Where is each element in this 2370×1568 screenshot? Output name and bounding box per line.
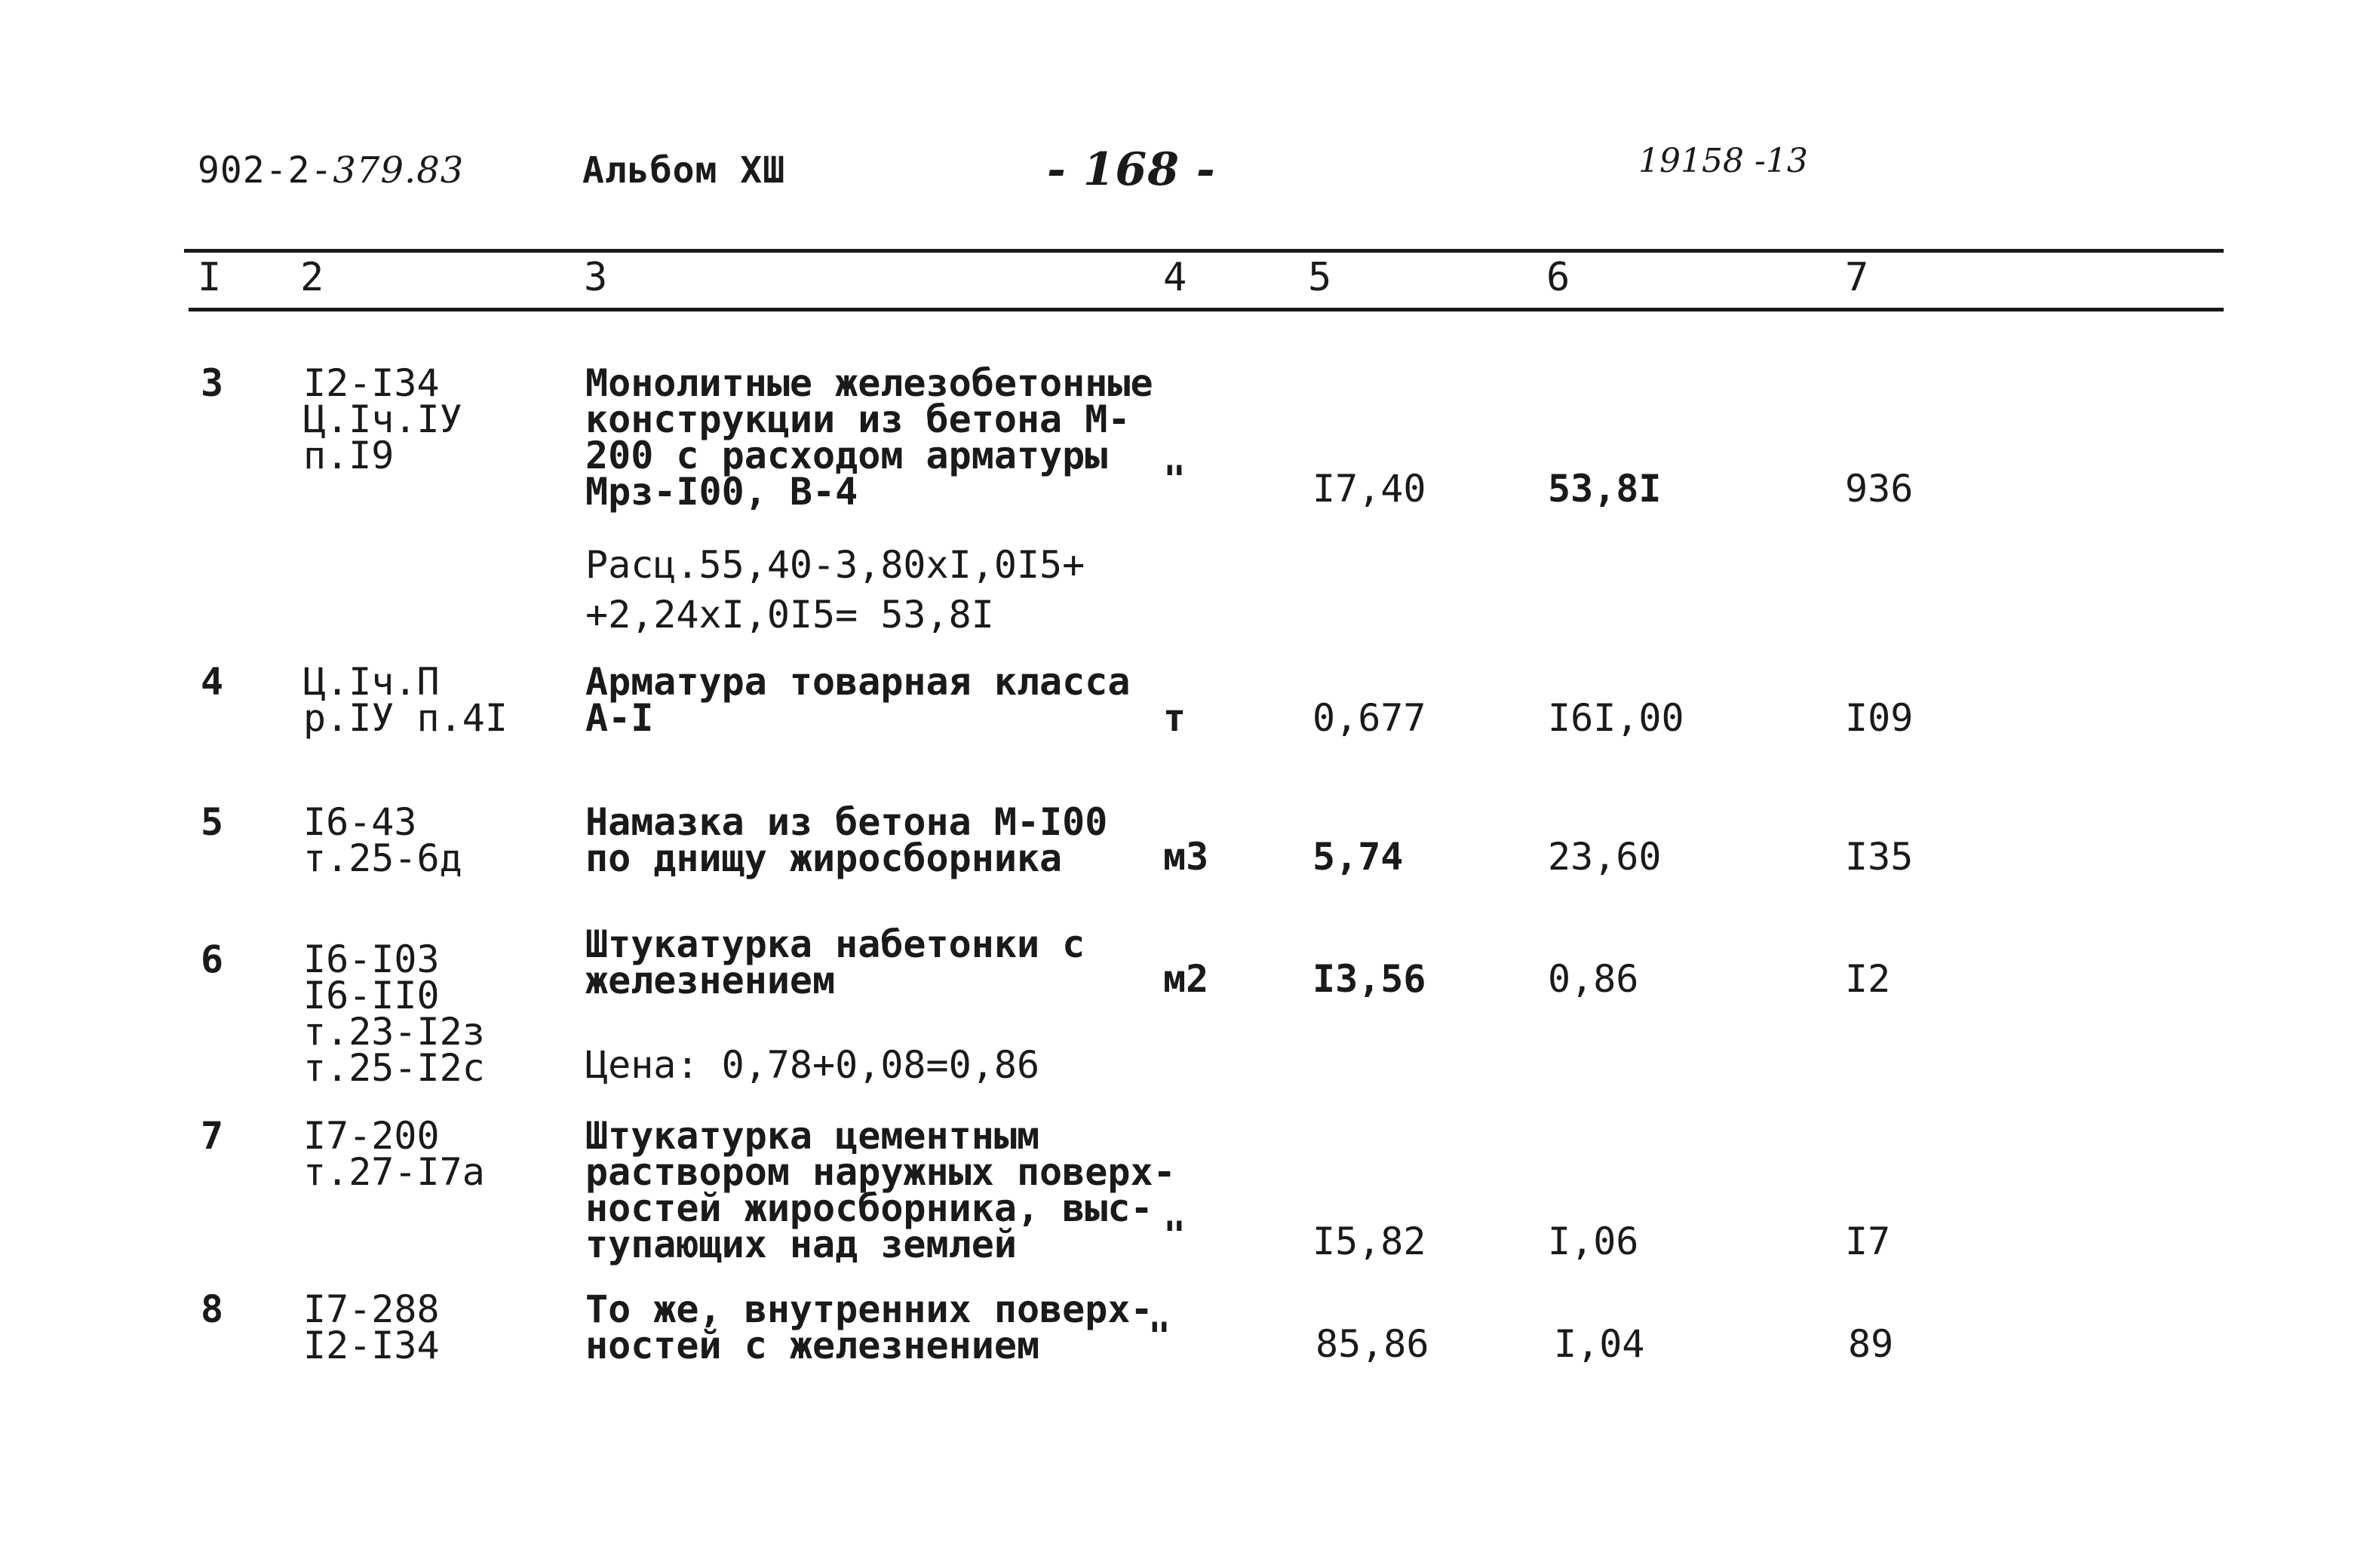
row-price: I,04: [1554, 1322, 1645, 1366]
row-total: I35: [1845, 835, 1914, 879]
row-price: 53,8I: [1548, 467, 1662, 511]
row-number: 4: [201, 660, 224, 704]
row-description: Штукатурка набетонки с железнением: [585, 922, 1085, 1002]
col-header-5: 5: [1308, 255, 1332, 300]
row-number: 6: [201, 937, 224, 981]
col-header-6: 6: [1546, 255, 1570, 300]
doc-code-handwritten: 379.83: [333, 149, 465, 192]
col-header-3: 3: [584, 255, 608, 300]
row-price: 23,60: [1548, 835, 1662, 879]
col-header-1: I: [198, 255, 222, 300]
doc-code: [198, 149, 464, 192]
row-calculation-note: Расц.55,40-3,80хI,0I5+ +2,24хI,0I5= 53,8I: [585, 543, 1085, 637]
row-unit: ": [1148, 1315, 1171, 1358]
row-unit: ": [1163, 1214, 1187, 1257]
row-description: То же, внутренних поверх- ностей с железнением: [585, 1287, 1153, 1367]
row-quantity: I3,56: [1312, 957, 1426, 1001]
row-unit: м2: [1163, 957, 1209, 1001]
row-total: I7: [1845, 1220, 1891, 1263]
row-number: 5: [201, 800, 224, 844]
row-description: Монолитные железобетонные конструкции из бетона М- 200 с расходом арматуры Мрз-I00, В-4: [585, 361, 1153, 514]
row-number: 7: [201, 1114, 224, 1158]
row-code: I7-288 I2-I34: [303, 1287, 440, 1367]
row-number: 8: [201, 1287, 224, 1331]
row-unit: м3: [1163, 835, 1209, 879]
row-total: I09: [1845, 696, 1914, 740]
row-description: Штукатурка цементным раствором наружных поверх- ностей жиросборника, выс- тупающих над землей: [585, 1114, 1176, 1266]
row-code: I6-43 т.25-6д: [303, 800, 462, 880]
row-total: 89: [1848, 1322, 1894, 1366]
row-total: 936: [1845, 467, 1914, 511]
table-header-bottom-rule: [189, 308, 2224, 311]
row-description: Арматура товарная класса А-I: [585, 660, 1131, 740]
row-price: I,06: [1548, 1220, 1639, 1263]
row-calculation-note: Цена: 0,78+0,08=0,86: [585, 1043, 1040, 1087]
row-unit: ": [1163, 458, 1187, 502]
row-code: I7-200 т.27-I7а: [303, 1114, 485, 1194]
row-unit: т: [1163, 696, 1187, 740]
row-code: Ц.Iч.П р.IУ п.4I: [303, 660, 508, 740]
row-number: 3: [201, 361, 224, 405]
row-description: Намазка из бетона М-I00 по днищу жиросборника: [585, 800, 1108, 880]
col-header-4: 4: [1163, 255, 1187, 300]
row-quantity: I7,40: [1312, 467, 1426, 511]
row-total: I2: [1845, 957, 1891, 1001]
row-code: I2-I34 Ц.Iч.IУ п.I9: [303, 361, 462, 477]
row-price: I6I,00: [1548, 696, 1684, 740]
row-quantity: 0,677: [1312, 696, 1426, 740]
doc-code-printed: 902-2-: [198, 149, 333, 192]
album-label: Альбом ХШ: [582, 149, 786, 192]
col-header-2: 2: [300, 255, 324, 300]
row-quantity: I5,82: [1312, 1220, 1426, 1263]
archive-number: 19158 -13: [1638, 142, 1808, 180]
row-quantity: 85,86: [1315, 1322, 1429, 1366]
table-top-rule: [184, 249, 2224, 253]
page-number: - 168 -: [1047, 143, 1216, 196]
row-price: 0,86: [1548, 957, 1639, 1001]
row-code: I6-I03 I6-II0 т.23-I2з т.25-I2с: [303, 937, 485, 1090]
col-header-7: 7: [1845, 255, 1869, 300]
row-quantity: 5,74: [1312, 835, 1404, 879]
